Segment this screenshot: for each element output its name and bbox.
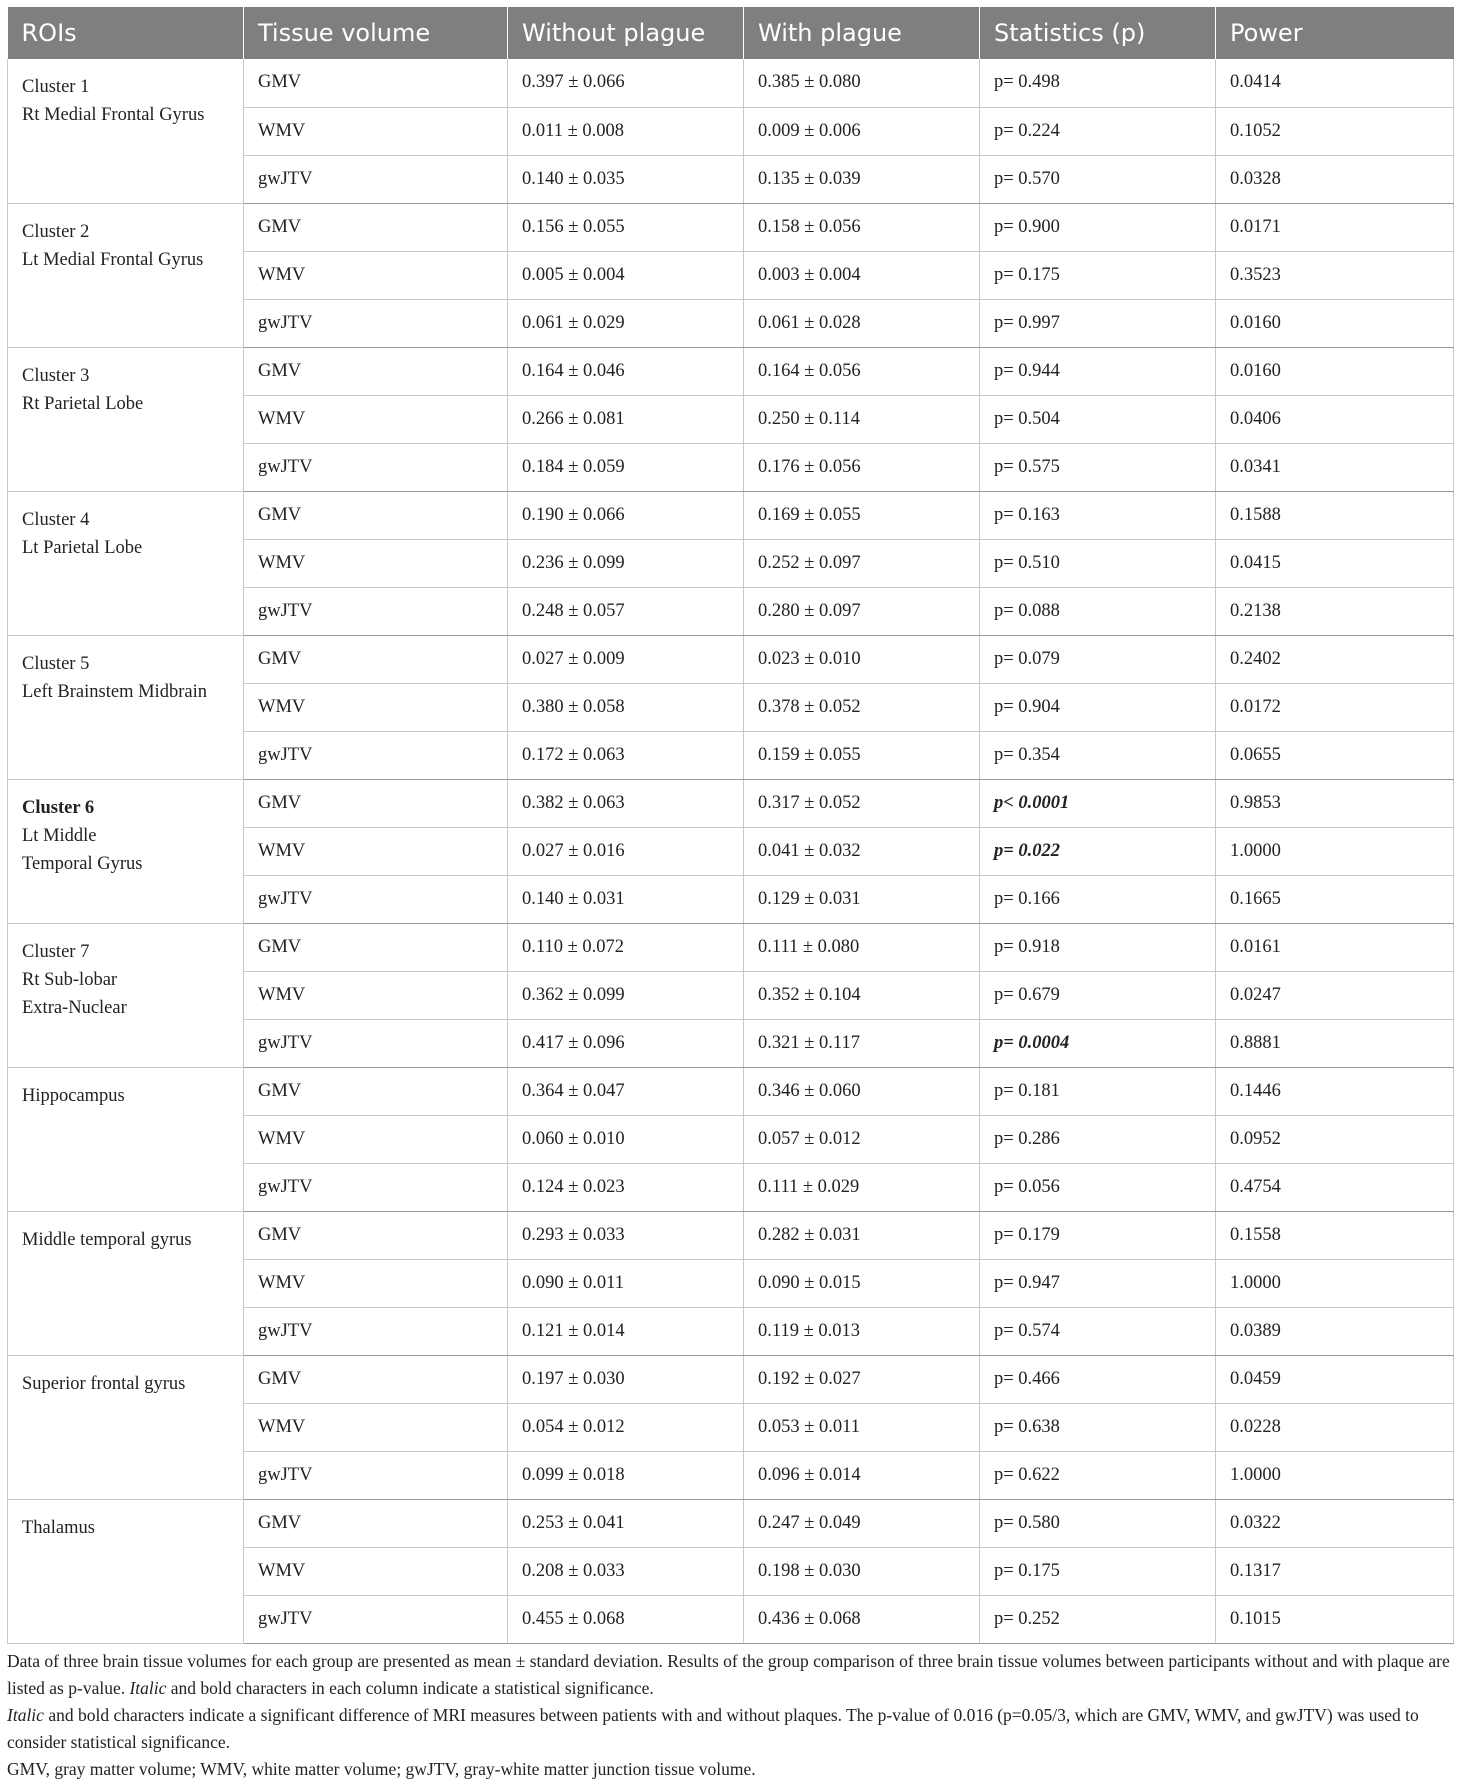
footnote-2 <box>7 1702 1453 1756</box>
without-plague-cell: 0.190 ± 0.066 <box>508 491 744 539</box>
statistics-cell <box>980 107 1216 155</box>
header-power: Power <box>1216 7 1454 59</box>
without-plague-cell: 0.124 ± 0.023 <box>508 1163 744 1211</box>
footnote-2-tail: and bold characters indicate a significant difference of MRI measures between patients with and without plaques. The p-value of 0.016 (p=0.05/3, which are GMV, WMV, and gwJTV) was used to consider statistical significance. <box>7 1704 1419 1752</box>
statistics-cell <box>980 1211 1216 1259</box>
without-plague-cell: 0.248 ± 0.057 <box>508 587 744 635</box>
with-plague-cell: 0.346 ± 0.060 <box>744 1067 980 1115</box>
tissue-volume-cell: WMV <box>244 1403 508 1451</box>
without-plague-cell: 0.027 ± 0.016 <box>508 827 744 875</box>
table-container <box>7 7 1453 1783</box>
power-cell: 0.2138 <box>1216 587 1454 635</box>
with-plague-cell: 0.250 ± 0.114 <box>744 395 980 443</box>
with-plague-cell: 0.385 ± 0.080 <box>744 59 980 107</box>
tissue-volume-cell: WMV <box>244 1547 508 1595</box>
roi-label-line: Extra-Nuclear <box>22 997 127 1018</box>
p-value: p= 0.179 <box>994 1224 1060 1245</box>
p-value: p= 0.570 <box>994 168 1060 189</box>
p-value: p= 0.510 <box>994 552 1060 573</box>
with-plague-cell: 0.003 ± 0.004 <box>744 251 980 299</box>
tissue-volume-cell: GMV <box>244 1355 508 1403</box>
statistics-cell <box>980 491 1216 539</box>
power-cell: 0.1317 <box>1216 1547 1454 1595</box>
roi-label-line: Superior frontal gyrus <box>22 1373 186 1394</box>
power-cell: 0.2402 <box>1216 635 1454 683</box>
tissue-volume-cell: gwJTV <box>244 299 508 347</box>
power-cell: 0.0322 <box>1216 1499 1454 1547</box>
table-row <box>8 59 1454 107</box>
power-cell: 0.0228 <box>1216 1403 1454 1451</box>
power-cell: 0.1588 <box>1216 491 1454 539</box>
statistics-cell <box>980 635 1216 683</box>
roi-label-line: Lt Parietal Lobe <box>22 537 143 558</box>
statistics-cell <box>980 683 1216 731</box>
with-plague-cell: 0.119 ± 0.013 <box>744 1307 980 1355</box>
tissue-volume-cell: WMV <box>244 971 508 1019</box>
power-cell: 1.0000 <box>1216 827 1454 875</box>
roi-label-line: Rt Sub-lobar <box>22 969 118 990</box>
roi-cell <box>8 203 244 347</box>
without-plague-cell: 0.417 ± 0.096 <box>508 1019 744 1067</box>
roi-label-line: Hippocampus <box>22 1085 125 1106</box>
table-row <box>8 1355 1454 1403</box>
p-value: p= 0.022 <box>994 840 1061 861</box>
roi-cell <box>8 1211 244 1355</box>
tissue-volume-cell: gwJTV <box>244 1019 508 1067</box>
without-plague-cell: 0.293 ± 0.033 <box>508 1211 744 1259</box>
without-plague-cell: 0.184 ± 0.059 <box>508 443 744 491</box>
roi-label-line: Thalamus <box>22 1517 95 1538</box>
with-plague-cell: 0.198 ± 0.030 <box>744 1547 980 1595</box>
p-value: p= 0.224 <box>994 120 1060 141</box>
footnote-1-italic: Italic <box>129 1677 167 1698</box>
tissue-volume-cell: GMV <box>244 635 508 683</box>
tissue-volume-cell: gwJTV <box>244 731 508 779</box>
with-plague-cell: 0.111 ± 0.029 <box>744 1163 980 1211</box>
with-plague-cell: 0.090 ± 0.015 <box>744 1259 980 1307</box>
power-cell: 0.0459 <box>1216 1355 1454 1403</box>
p-value: p= 0.900 <box>994 216 1060 237</box>
tissue-volume-cell: WMV <box>244 1259 508 1307</box>
p-value: p= 0.679 <box>994 984 1060 1005</box>
without-plague-cell: 0.380 ± 0.058 <box>508 683 744 731</box>
statistics-cell <box>980 251 1216 299</box>
power-cell: 0.0160 <box>1216 299 1454 347</box>
tissue-volume-cell: gwJTV <box>244 1595 508 1643</box>
roi-cell <box>8 635 244 779</box>
power-cell: 0.4754 <box>1216 1163 1454 1211</box>
roi-label-line: Temporal Gyrus <box>22 853 143 874</box>
tissue-volume-cell: GMV <box>244 1499 508 1547</box>
roi-label-line: Cluster 1 <box>22 77 90 97</box>
statistics-cell <box>980 1163 1216 1211</box>
power-cell: 0.0414 <box>1216 59 1454 107</box>
header-rois: ROIs <box>8 7 244 59</box>
p-value: p= 0.175 <box>994 1560 1060 1581</box>
table-row <box>8 491 1454 539</box>
power-cell: 0.0171 <box>1216 203 1454 251</box>
power-cell: 0.0328 <box>1216 155 1454 203</box>
with-plague-cell: 0.352 ± 0.104 <box>744 971 980 1019</box>
roi-label-line: Cluster 5 <box>22 653 90 674</box>
roi-cell <box>8 347 244 491</box>
footnote-1-text: Data of three brain tissue volumes for each group are presented as mean ± standard deviation. Results of the group comparison of three brain tissue volumes between participants without and with plaque are listed as p-value. <box>7 1650 1450 1698</box>
power-cell: 0.0655 <box>1216 731 1454 779</box>
without-plague-cell: 0.121 ± 0.014 <box>508 1307 744 1355</box>
roi-label-line: Lt Middle <box>22 825 97 846</box>
without-plague-cell: 0.061 ± 0.029 <box>508 299 744 347</box>
header-without-plague: Without plague <box>508 7 744 59</box>
power-cell: 0.0341 <box>1216 443 1454 491</box>
statistics-cell <box>980 923 1216 971</box>
statistics-cell <box>980 395 1216 443</box>
statistics-cell <box>980 539 1216 587</box>
roi-cell <box>8 779 244 923</box>
statistics-cell <box>980 1307 1216 1355</box>
p-value: p= 0.0004 <box>994 1032 1070 1053</box>
header-tissue-volume: Tissue volume <box>244 7 508 59</box>
without-plague-cell: 0.099 ± 0.018 <box>508 1451 744 1499</box>
p-value: p= 0.504 <box>994 408 1060 429</box>
power-cell: 0.0406 <box>1216 395 1454 443</box>
with-plague-cell: 0.280 ± 0.097 <box>744 587 980 635</box>
tissue-volume-cell: gwJTV <box>244 1163 508 1211</box>
without-plague-cell: 0.054 ± 0.012 <box>508 1403 744 1451</box>
tissue-volume-cell: GMV <box>244 1067 508 1115</box>
power-cell: 0.3523 <box>1216 251 1454 299</box>
with-plague-cell: 0.135 ± 0.039 <box>744 155 980 203</box>
roi-cell <box>8 491 244 635</box>
roi-table <box>7 7 1454 1644</box>
without-plague-cell: 0.236 ± 0.099 <box>508 539 744 587</box>
table-row <box>8 203 1454 251</box>
roi-label-line: Rt Medial Frontal Gyrus <box>22 105 205 125</box>
roi-label-line: Cluster 2 <box>22 221 90 242</box>
with-plague-cell: 0.282 ± 0.031 <box>744 1211 980 1259</box>
with-plague-cell: 0.252 ± 0.097 <box>744 539 980 587</box>
with-plague-cell: 0.111 ± 0.080 <box>744 923 980 971</box>
tissue-volume-cell: GMV <box>244 779 508 827</box>
power-cell: 0.1015 <box>1216 1595 1454 1643</box>
statistics-cell <box>980 1499 1216 1547</box>
with-plague-cell: 0.176 ± 0.056 <box>744 443 980 491</box>
footnote-2-italic: Italic <box>7 1704 44 1725</box>
without-plague-cell: 0.011 ± 0.008 <box>508 107 744 155</box>
roi-cell <box>8 1067 244 1211</box>
statistics-cell <box>980 875 1216 923</box>
power-cell: 0.1558 <box>1216 1211 1454 1259</box>
without-plague-cell: 0.382 ± 0.063 <box>508 779 744 827</box>
with-plague-cell: 0.247 ± 0.049 <box>744 1499 980 1547</box>
p-value: p= 0.286 <box>994 1128 1060 1149</box>
p-value: p= 0.574 <box>994 1320 1060 1341</box>
without-plague-cell: 0.253 ± 0.041 <box>508 1499 744 1547</box>
table-row <box>8 347 1454 395</box>
without-plague-cell: 0.172 ± 0.063 <box>508 731 744 779</box>
power-cell: 0.1446 <box>1216 1067 1454 1115</box>
table-footnotes <box>7 1648 1453 1783</box>
roi-label-line: Left Brainstem Midbrain <box>22 681 207 702</box>
statistics-cell <box>980 827 1216 875</box>
roi-label-line: Cluster 7 <box>22 941 90 962</box>
with-plague-cell: 0.321 ± 0.117 <box>744 1019 980 1067</box>
tissue-volume-cell: gwJTV <box>244 587 508 635</box>
table-row <box>8 1067 1454 1115</box>
table-header <box>8 7 1454 59</box>
tissue-volume-cell: WMV <box>244 1115 508 1163</box>
power-cell: 0.1665 <box>1216 875 1454 923</box>
power-cell: 0.0160 <box>1216 347 1454 395</box>
without-plague-cell: 0.060 ± 0.010 <box>508 1115 744 1163</box>
statistics-cell <box>980 731 1216 779</box>
statistics-cell <box>980 1595 1216 1643</box>
statistics-cell <box>980 971 1216 1019</box>
without-plague-cell: 0.156 ± 0.055 <box>508 203 744 251</box>
with-plague-cell: 0.129 ± 0.031 <box>744 875 980 923</box>
statistics-cell <box>980 155 1216 203</box>
statistics-cell <box>980 1403 1216 1451</box>
power-cell: 0.1052 <box>1216 107 1454 155</box>
p-value: p= 0.575 <box>994 456 1060 477</box>
roi-label-line: Lt Medial Frontal Gyrus <box>22 249 204 270</box>
without-plague-cell: 0.364 ± 0.047 <box>508 1067 744 1115</box>
roi-label-line: Cluster 4 <box>22 509 90 530</box>
without-plague-cell: 0.164 ± 0.046 <box>508 347 744 395</box>
table-body <box>8 59 1454 1643</box>
with-plague-cell: 0.061 ± 0.028 <box>744 299 980 347</box>
statistics-cell <box>980 1355 1216 1403</box>
tissue-volume-cell: GMV <box>244 59 508 107</box>
tissue-volume-cell: WMV <box>244 251 508 299</box>
header-statistics: Statistics (p) <box>980 7 1216 59</box>
p-value: p= 0.944 <box>994 360 1060 381</box>
p-value: p= 0.354 <box>994 744 1060 765</box>
p-value: p= 0.622 <box>994 1464 1060 1485</box>
with-plague-cell: 0.317 ± 0.052 <box>744 779 980 827</box>
p-value: p= 0.163 <box>994 504 1060 525</box>
with-plague-cell: 0.378 ± 0.052 <box>744 683 980 731</box>
roi-cell <box>8 1499 244 1643</box>
without-plague-cell: 0.362 ± 0.099 <box>508 971 744 1019</box>
statistics-cell <box>980 203 1216 251</box>
p-value: p= 0.904 <box>994 696 1060 717</box>
tissue-volume-cell: gwJTV <box>244 443 508 491</box>
statistics-cell <box>980 299 1216 347</box>
with-plague-cell: 0.436 ± 0.068 <box>744 1595 980 1643</box>
statistics-cell <box>980 1451 1216 1499</box>
tissue-volume-cell: gwJTV <box>244 155 508 203</box>
with-plague-cell: 0.023 ± 0.010 <box>744 635 980 683</box>
tissue-volume-cell: GMV <box>244 203 508 251</box>
statistics-cell <box>980 1115 1216 1163</box>
with-plague-cell: 0.192 ± 0.027 <box>744 1355 980 1403</box>
roi-cell <box>8 923 244 1067</box>
p-value: p< 0.0001 <box>994 792 1070 813</box>
tissue-volume-cell: WMV <box>244 827 508 875</box>
p-value: p= 0.166 <box>994 888 1060 909</box>
header-row <box>8 7 1454 59</box>
tissue-volume-cell: WMV <box>244 539 508 587</box>
statistics-cell <box>980 347 1216 395</box>
with-plague-cell: 0.053 ± 0.011 <box>744 1403 980 1451</box>
roi-label-line: Cluster 6 <box>22 797 95 818</box>
p-value: p= 0.252 <box>994 1608 1060 1629</box>
tissue-volume-cell: GMV <box>244 491 508 539</box>
without-plague-cell: 0.140 ± 0.035 <box>508 155 744 203</box>
table-row <box>8 779 1454 827</box>
power-cell: 0.0161 <box>1216 923 1454 971</box>
with-plague-cell: 0.041 ± 0.032 <box>744 827 980 875</box>
power-cell: 0.0172 <box>1216 683 1454 731</box>
roi-cell <box>8 1355 244 1499</box>
with-plague-cell: 0.009 ± 0.006 <box>744 107 980 155</box>
statistics-cell <box>980 443 1216 491</box>
without-plague-cell: 0.090 ± 0.011 <box>508 1259 744 1307</box>
power-cell: 0.8881 <box>1216 1019 1454 1067</box>
with-plague-cell: 0.169 ± 0.055 <box>744 491 980 539</box>
p-value: p= 0.175 <box>994 264 1060 285</box>
statistics-cell <box>980 779 1216 827</box>
without-plague-cell: 0.110 ± 0.072 <box>508 923 744 971</box>
statistics-cell <box>980 1547 1216 1595</box>
without-plague-cell: 0.197 ± 0.030 <box>508 1355 744 1403</box>
table-row <box>8 635 1454 683</box>
p-value: p= 0.997 <box>994 312 1060 333</box>
footnote-3: GMV, gray matter volume; WMV, white matter volume; gwJTV, gray-white matter junction tissue volume. <box>7 1758 756 1779</box>
statistics-cell <box>980 1019 1216 1067</box>
table-row <box>8 1499 1454 1547</box>
p-value: p= 0.466 <box>994 1368 1060 1389</box>
tissue-volume-cell: WMV <box>244 683 508 731</box>
statistics-cell <box>980 587 1216 635</box>
without-plague-cell: 0.027 ± 0.009 <box>508 635 744 683</box>
roi-label-line: Middle temporal gyrus <box>22 1229 192 1250</box>
table-row <box>8 1211 1454 1259</box>
with-plague-cell: 0.096 ± 0.014 <box>744 1451 980 1499</box>
without-plague-cell: 0.208 ± 0.033 <box>508 1547 744 1595</box>
power-cell: 1.0000 <box>1216 1259 1454 1307</box>
p-value: p= 0.088 <box>994 600 1060 621</box>
power-cell: 0.9853 <box>1216 779 1454 827</box>
tissue-volume-cell: gwJTV <box>244 1307 508 1355</box>
statistics-cell <box>980 1067 1216 1115</box>
tissue-volume-cell: WMV <box>244 107 508 155</box>
power-cell: 1.0000 <box>1216 1451 1454 1499</box>
without-plague-cell: 0.266 ± 0.081 <box>508 395 744 443</box>
footnote-1 <box>7 1648 1453 1702</box>
tissue-volume-cell: WMV <box>244 395 508 443</box>
tissue-volume-cell: GMV <box>244 923 508 971</box>
statistics-cell <box>980 1259 1216 1307</box>
without-plague-cell: 0.140 ± 0.031 <box>508 875 744 923</box>
footnote-1-tail: and bold characters in each column indicate a statistical significance. <box>170 1677 654 1698</box>
power-cell: 0.0415 <box>1216 539 1454 587</box>
p-value: p= 0.580 <box>994 1512 1060 1533</box>
with-plague-cell: 0.159 ± 0.055 <box>744 731 980 779</box>
tissue-volume-cell: gwJTV <box>244 1451 508 1499</box>
p-value: p= 0.181 <box>994 1080 1060 1101</box>
tissue-volume-cell: gwJTV <box>244 875 508 923</box>
with-plague-cell: 0.158 ± 0.056 <box>744 203 980 251</box>
table-row <box>8 923 1454 971</box>
without-plague-cell: 0.455 ± 0.068 <box>508 1595 744 1643</box>
power-cell: 0.0247 <box>1216 971 1454 1019</box>
without-plague-cell: 0.005 ± 0.004 <box>508 251 744 299</box>
statistics-cell <box>980 59 1216 107</box>
without-plague-cell: 0.397 ± 0.066 <box>508 59 744 107</box>
with-plague-cell: 0.057 ± 0.012 <box>744 1115 980 1163</box>
p-value: p= 0.079 <box>994 648 1060 669</box>
tissue-volume-cell: GMV <box>244 1211 508 1259</box>
roi-label-line: Cluster 3 <box>22 365 90 386</box>
power-cell: 0.0389 <box>1216 1307 1454 1355</box>
p-value: p= 0.918 <box>994 936 1060 957</box>
p-value: p= 0.498 <box>994 72 1060 93</box>
p-value: p= 0.056 <box>994 1176 1060 1197</box>
power-cell: 0.0952 <box>1216 1115 1454 1163</box>
roi-cell <box>8 59 244 203</box>
header-with-plague: With plague <box>744 7 980 59</box>
tissue-volume-cell: GMV <box>244 347 508 395</box>
p-value: p= 0.947 <box>994 1272 1060 1293</box>
p-value: p= 0.638 <box>994 1416 1060 1437</box>
with-plague-cell: 0.164 ± 0.056 <box>744 347 980 395</box>
roi-label-line: Rt Parietal Lobe <box>22 393 144 414</box>
